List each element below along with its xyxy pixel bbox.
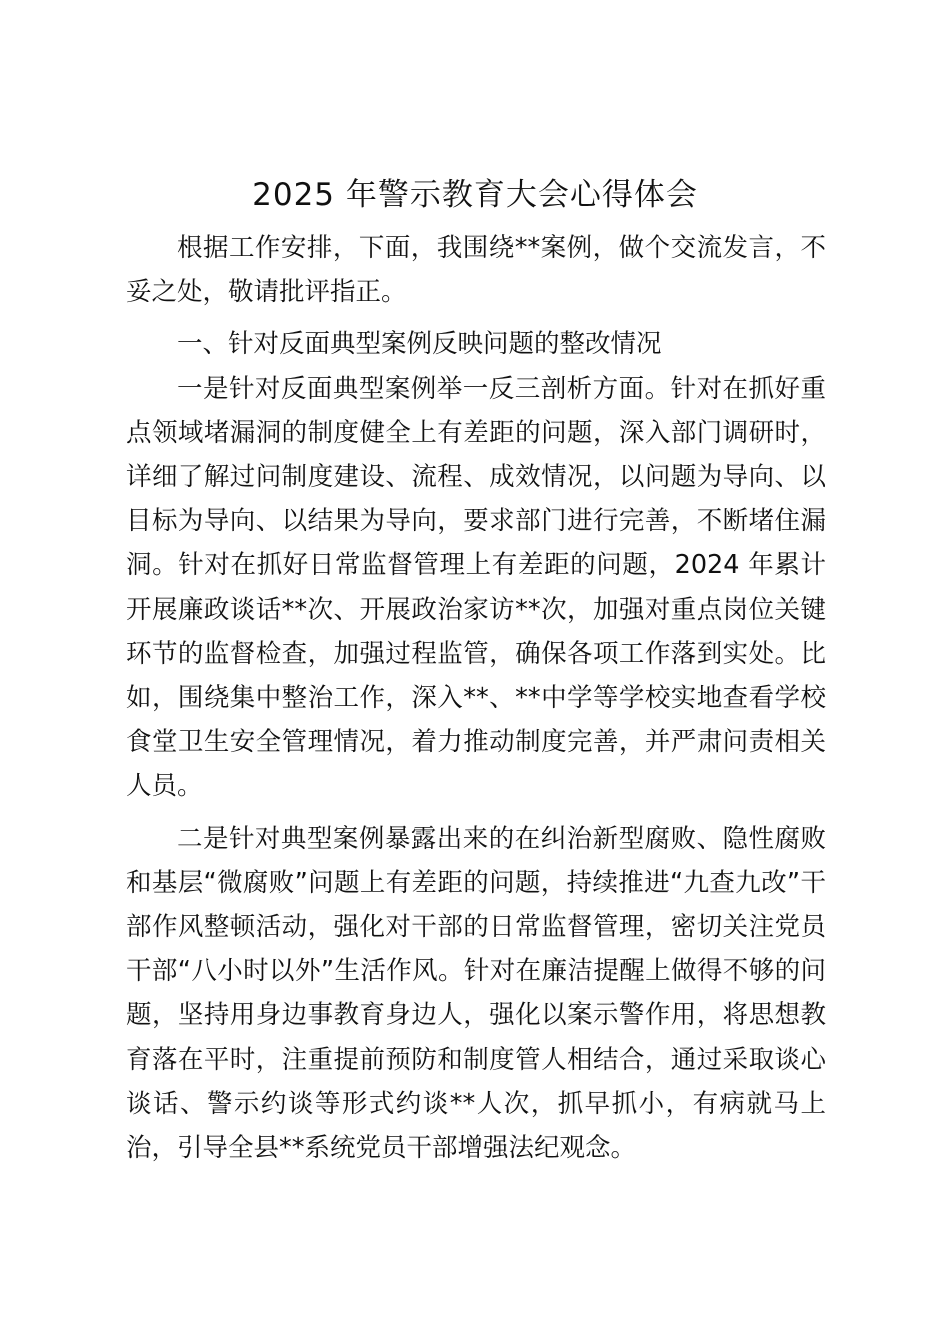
paragraph-second-point: 二是针对典型案例暴露出来的在纠治新型腐败、隐性腐败和基层“微腐败”问题上有差距的问题，持续推进“九查九改”干部作风整顿活动，强化对干部的日常监督管理，密切关注党员干部“八小时以外”生活作风。针对在廉洁提醒上做得不够的问题，坚持用身边事教育身边人，强化以案示警作用，将思想教育落在平时，注重提前预防和制度管人相结合，通过采取谈心谈话、警示约谈等形式约谈**人次，抓早抓小，有病就马上治，引导全县**系统党员干部增强法纪观念。 [126, 823, 826, 1164]
section-heading: 一、针对反面典型案例反映问题的整改情况 [177, 329, 662, 360]
document-title: 2025 年警示教育大会心得体会 [252, 177, 698, 213]
paragraph-intro: 根据工作安排，下面，我围绕**案例，做个交流发言，不妥之处，敬请批评指正。 [126, 233, 826, 308]
paragraph-first-point: 一是针对反面典型案例举一反三剖析方面。针对在抓好重点领域堵漏洞的制度健全上有差距的问题，深入部门调研时，详细了解过问制度建设、流程、成效情况，以问题为导向、以目标为导向、以结果为导向，要求部门进行完善，不断堵住漏洞。针对在抓好日常监督管理上有差距的问题，2024 年累计开展廉政谈话**次、开展政治家访**次，加强对重点岗位关键环节的监督检查，加强过程监管，确保各项工作落到实处。比如，围绕集中整治工作，深入**、**中学等学校实地查看学校食堂卫生安全管理情况，着力推动制度完善，并严肃问责相关人员。 [126, 373, 826, 802]
document-body [126, 226, 826, 1170]
